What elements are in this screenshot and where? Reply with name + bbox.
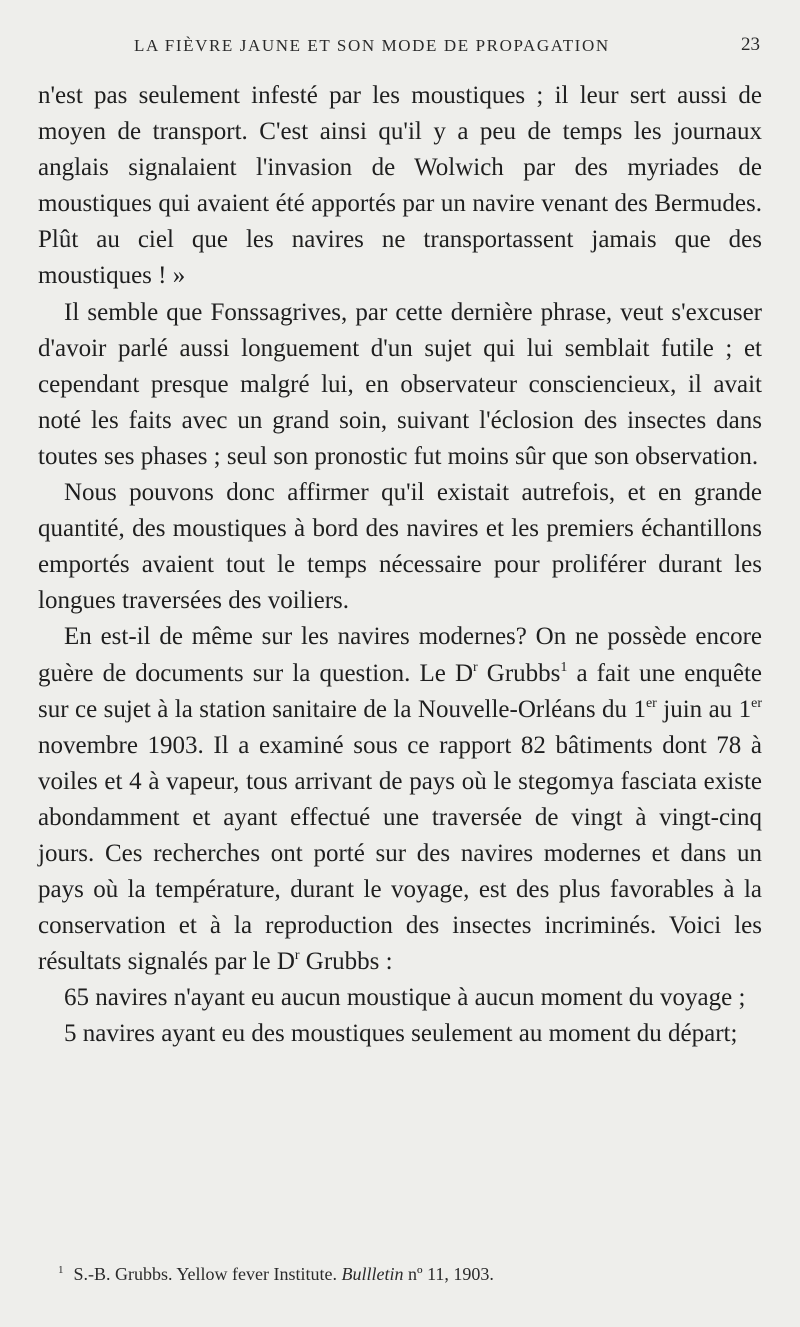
- p4-text-c: a fait une enquête sur ce sujet à la station sanitaire de la Nouvelle-Orléans du 1: [38, 659, 762, 723]
- p4-sup-er-2: er: [751, 695, 762, 711]
- footnote: [58, 1264, 758, 1285]
- p4-sup-dr: r: [473, 659, 478, 675]
- p4-sup-dr-2: r: [294, 948, 300, 964]
- p4-sup-er-1: er: [645, 695, 657, 711]
- paragraph-5: 65 navires n'ayant eu aucun moustique à aucun moment du voyage ;: [64, 984, 746, 1012]
- paragraph-2: Il semble que Fonssagrives, par cette dernière phrase, veut s'excuser d'avoir parlé aussi longuement d'un sujet qui lui semblait futile ; et cependant presque malgré lui, en observateur consciencieux, il avait noté les faits avec un grand soin, suivant l'éclosion des insectes dans toutes ses phases ; seul son pronostic fut moins sûr que son observation.: [38, 298, 762, 470]
- paragraph-4: [38, 619, 762, 980]
- paragraph-1: n'est pas seulement infesté par les moustiques ; il leur sert aussi de moyen de transport. C'est ainsi qu'il y a peu de temps les journaux anglais signalaient l'invasion de Wolwich par des myriades de moustiques qui avaient été apportés par un navire venant des Bermudes. Plût au ciel que les navires ne transportassent jamais que des moustiques ! »: [38, 82, 762, 290]
- page-number: 23: [741, 34, 760, 55]
- footnote-reference[interactable]: 1: [560, 659, 568, 675]
- p4-text-b: Grubbs: [477, 659, 561, 687]
- footnote-text: . Yellow fever Institute.: [168, 1264, 342, 1284]
- p4-text-e: novembre 1903. Il a examiné sous ce rapport 82 bâtiments dont 78 à voiles et 4 à vapeur, tous arrivant de pays où le stegomya fasciata existe abondamment et ayant effectué une traversée de vingt à vingt-cinq jours. Ces recherches ont porté sur des navires modernes et dans un pays où la température, durant le voyage, est des plus favorables à la conservation et à la reproduction des insectes incriminés. Voici les résultats signalés par le D: [38, 731, 762, 976]
- p4-text-a: En est-il de même sur les navires modernes? On ne possède encore guère de documents sur la question. Le D: [38, 623, 762, 687]
- p4-text-f: Grubbs :: [299, 948, 393, 976]
- running-header: [38, 30, 762, 60]
- body-text: [38, 78, 762, 1053]
- footnote-mark: 1: [58, 1264, 64, 1277]
- footnote-issue: nº 11, 1903.: [403, 1264, 494, 1284]
- p4-text-d: juin au 1: [656, 695, 752, 723]
- paragraph-6: 5 navires ayant eu des moustiques seulement au moment du départ;: [64, 1020, 738, 1048]
- running-title: LA FIÈVRE JAUNE ET SON MODE DE PROPAGATION: [134, 36, 610, 55]
- footnote-journal: Bullletin: [341, 1264, 404, 1284]
- paragraph-3: Nous pouvons donc affirmer qu'il existait autrefois, et en grande quantité, des moustiques à bord des navires et les premiers échantillons emportés avaient tout le temps nécessaire pour proliférer durant les longues traversées des voiliers.: [38, 479, 762, 615]
- footnote-author: S.-B. Grubbs: [73, 1264, 169, 1284]
